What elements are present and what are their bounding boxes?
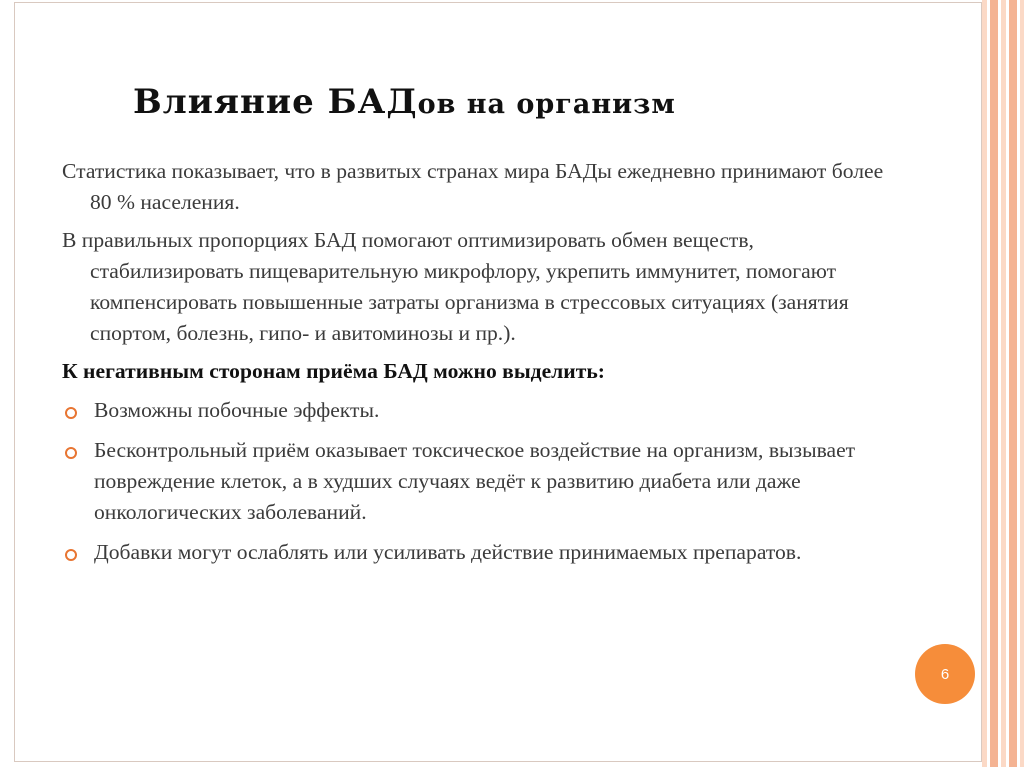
list-item (62, 537, 892, 568)
title-part-caps: Влияние БАД (133, 82, 418, 122)
bullet-text: Добавки могут ослаблять или усиливать действие принимаемых препаратов. (94, 540, 802, 564)
bullet-circle-icon (65, 549, 77, 561)
list-item (62, 435, 892, 528)
stripe (990, 0, 998, 767)
negatives-heading: К негативным сторонам приёма БАД можно выделить: (62, 359, 605, 383)
stripe (1020, 0, 1024, 767)
title-part-smallcaps: ов на организм (417, 89, 676, 120)
stripe (1009, 0, 1017, 767)
bullet-text: Бесконтрольный приём оказывает токсическое воздействие на организм, вызывает повреждение клеток, а в худших случаях ведёт к развитию диабета или даже онкологических заболеваний. (94, 438, 856, 524)
slide-title (133, 82, 893, 122)
slide-content (62, 156, 892, 577)
page-number-badge (915, 644, 975, 704)
bullet-circle-icon (65, 447, 77, 459)
decorative-stripes (982, 0, 1024, 767)
paragraph-benefits: В правильных пропорциях БАД помогают оптимизировать обмен веществ, стабилизировать пищеварительную микрофлору, укрепить иммунитет, помогают компенсировать повышенные затраты организма в стрессовых ситуациях (занятия спортом, болезнь, гипо- и авитоминозы и пр.). (62, 228, 849, 345)
stripe (982, 0, 987, 767)
stripe (1001, 0, 1006, 767)
page-number: 6 (940, 665, 950, 683)
list-item (62, 395, 892, 426)
bullet-text: Возможны побочные эффекты. (94, 398, 380, 422)
paragraph-statistics: Статистика показывает, что в развитых странах мира БАДы ежедневно принимают более 80 % населения. (62, 159, 884, 214)
bullet-circle-icon (65, 407, 77, 419)
